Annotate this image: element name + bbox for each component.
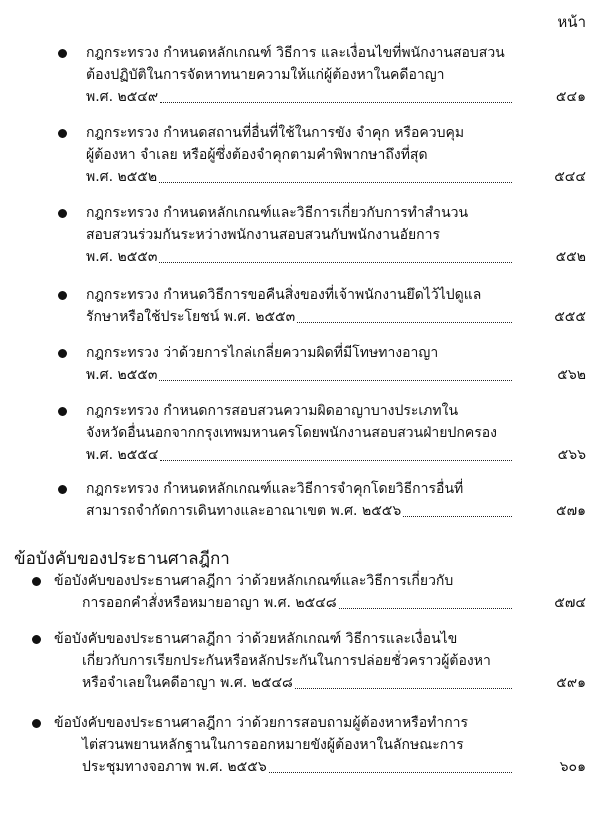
toc-entry-line: กฎกระทรวง กำหนดสถานที่อื่นที่ใช้ในการขัง จำคุก หรือควบคุม (86, 125, 465, 141)
toc-entry-line: กฎกระทรวง กำหนดหลักเกณฑ์และวิธีการจำคุกโดยวิธีการอื่นที่ (86, 481, 464, 497)
toc-entry-line: พ.ศ. ๒๕๕๓ (86, 249, 158, 265)
toc-page-number: ๕๙๑ (556, 675, 586, 691)
toc-entry (58, 284, 518, 328)
bullet-icon (58, 49, 67, 58)
toc-entry (58, 400, 518, 466)
dot-leader (159, 182, 512, 183)
bullet-icon (32, 577, 41, 586)
dot-leader (297, 322, 512, 323)
bullet-icon (58, 209, 67, 218)
bullet-icon (58, 291, 67, 300)
toc-entry-line: จังหวัดอื่นนอกจากกรุงเทพมหานครโดยพนักงานสอบสวนฝ่ายปกครอง (86, 425, 497, 441)
bullet-icon (32, 635, 41, 644)
bullet-icon (58, 407, 67, 416)
dot-leader (403, 516, 512, 517)
toc-page-number: ๕๔๑ (555, 89, 586, 105)
toc-page-number: ๕๗๑ (555, 503, 586, 519)
toc-page-number: ๖๐๑ (559, 759, 586, 775)
toc-entry-line: สามารถจำกัดการเดินทางและอาณาเขต พ.ศ. ๒๕๕๖ (86, 503, 402, 519)
toc-entry-line: เกี่ยวกับการเรียกประกันหรือหลักประกันในการปล่อยชั่วคราวผู้ต้องหา (82, 653, 491, 669)
toc-entry-line: พ.ศ. ๒๕๕๓ (86, 367, 158, 383)
toc-entry-line: ผู้ต้องหา จำเลย หรือผู้ซึ่งต้องจำคุกตามคำพิพากษาถึงที่สุด (86, 147, 428, 163)
toc-entry (58, 122, 518, 188)
bullet-icon (32, 719, 41, 728)
toc-entry (58, 342, 518, 386)
bullet-icon (58, 349, 67, 358)
toc-entry-line: หรือจำเลยในคดีอาญา พ.ศ. ๒๕๔๘ (82, 675, 293, 691)
toc-entry-line: ข้อบังคับของประธานศาลฎีกา ว่าด้วยการสอบถามผู้ต้องหาหรือทำการ (54, 715, 469, 731)
dot-leader (159, 262, 512, 263)
toc-entry-line: กฎกระทรวง ว่าด้วยการไกล่เกลี่ยความผิดที่มีโทษทางอาญา (86, 345, 439, 361)
toc-page-number: ๕๕๒ (555, 249, 586, 265)
toc-entry-line: พ.ศ. ๒๕๕๒ (86, 169, 158, 185)
toc-page-number: ๕๖๒ (557, 367, 586, 383)
dot-leader (339, 608, 512, 609)
section-heading: ข้อบังคับของประธานศาลฎีกา (14, 549, 230, 569)
toc-page-number: ๕๕๕ (554, 309, 586, 325)
dot-leader (159, 380, 512, 381)
toc-entry-line: กฎกระทรวง กำหนดวิธีการขอคืนสิ่งของที่เจ้าพนักงานยึดไว้ไปดูแล (86, 287, 482, 303)
toc-entry (58, 42, 518, 108)
toc-page-number: ๕๖๖ (557, 447, 586, 463)
toc-entry (32, 628, 518, 694)
toc-page-number: ๕๔๔ (554, 169, 586, 185)
toc-entry-line: ข้อบังคับของประธานศาลฎีกา ว่าด้วยหลักเกณฑ์และวิธีการเกี่ยวกับ (54, 573, 454, 589)
toc-entry-line: กฎกระทรวง กำหนดการสอบสวนความผิดอาญาบางประเภทใน (86, 403, 459, 419)
toc-page-number: ๕๗๔ (554, 595, 586, 611)
toc-entry-line: การออกคำสั่งหรือหมายอาญา พ.ศ. ๒๕๔๘ (82, 595, 337, 611)
dot-leader (295, 688, 512, 689)
toc-entry-line: กฎกระทรวง กำหนดหลักเกณฑ์และวิธีการเกี่ยวกับการทำสำนวน (86, 205, 469, 221)
toc-entry-line: กฎกระทรวง กำหนดหลักเกณฑ์ วิธีการ และเงื่อนไขที่พนักงานสอบสวน (86, 45, 505, 61)
toc-entry-line: รักษาหรือใช้ประโยชน์ พ.ศ. ๒๕๕๓ (86, 309, 296, 325)
toc-entry-line: ต้องปฏิบัติในการจัดหาทนายความให้แก่ผู้ต้องหาในคดีอาญา (86, 67, 445, 83)
toc-entry-line: พ.ศ. ๒๕๔๙ (86, 89, 159, 105)
toc-entry (32, 570, 518, 614)
dot-leader (269, 772, 512, 773)
toc-entry-line: ไต่สวนพยานหลักฐานในการออกหมายขังผู้ต้องหาในลักษณะการ (82, 737, 464, 753)
dot-leader (160, 102, 512, 103)
toc-entry-line: ประชุมทางจอภาพ พ.ศ. ๒๕๕๖ (82, 759, 267, 775)
toc-entry (58, 202, 518, 268)
toc-entry (58, 478, 518, 522)
bullet-icon (58, 485, 67, 494)
toc-entry-line: พ.ศ. ๒๕๕๔ (86, 447, 159, 463)
toc-entry-line: ข้อบังคับของประธานศาลฎีกา ว่าด้วยหลักเกณฑ์ วิธีการและเงื่อนไข (54, 631, 458, 647)
page-column-label: หน้า (557, 13, 586, 31)
dot-leader (160, 460, 512, 461)
toc-entry-line: สอบสวนร่วมกันระหว่างพนักงานสอบสวนกับพนักงานอัยการ (86, 227, 441, 243)
toc-entry (32, 712, 518, 778)
bullet-icon (58, 129, 67, 138)
